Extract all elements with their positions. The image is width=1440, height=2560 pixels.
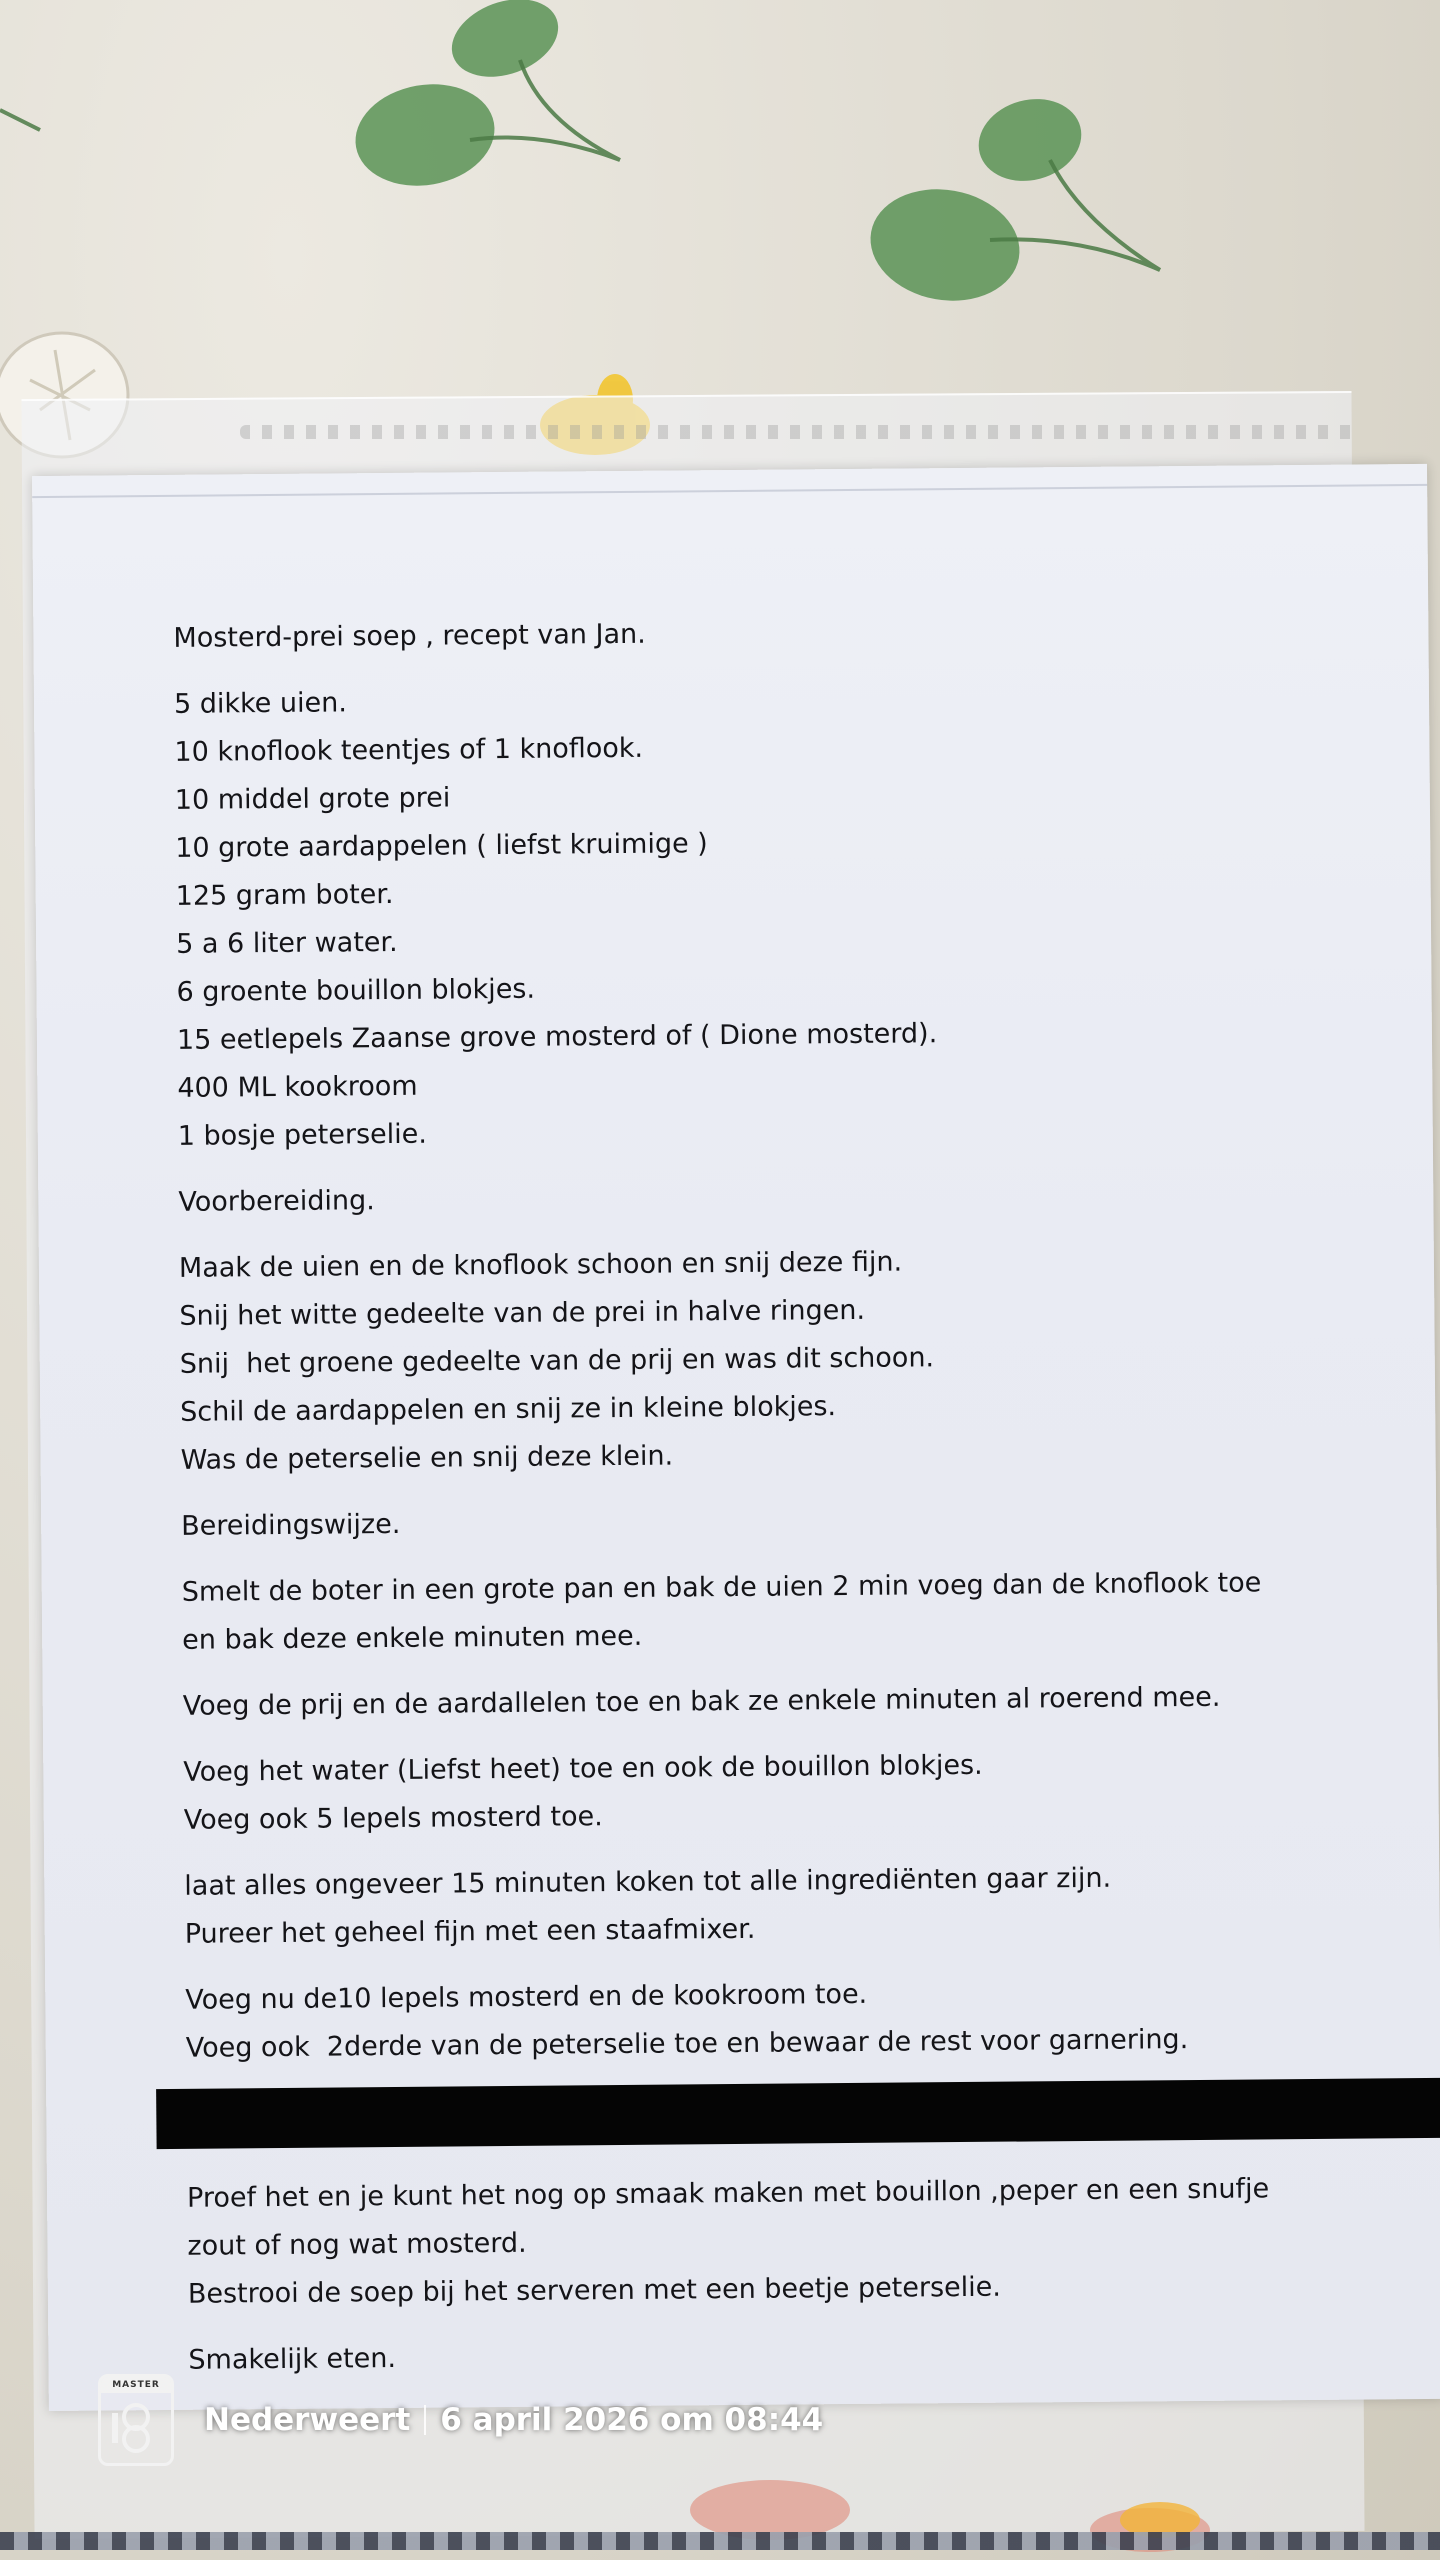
preparation-heading: Voorbereiding.	[178, 1185, 375, 1218]
camera-logo-label: MASTER	[101, 2377, 171, 2393]
closing-line: Smakelijk eten.	[188, 2342, 397, 2376]
ingredient-item: 5 a 6 liter water.	[175, 926, 398, 960]
camera-lens-icon	[108, 2399, 164, 2455]
ingredient-item: 10 grote aardappelen ( liefst kruimige )	[175, 828, 708, 864]
redaction-bar	[156, 2077, 1440, 2149]
ingredient-item: 6 groente bouillon blokjes.	[176, 973, 536, 1008]
ingredient-item: 10 middel grote prei	[174, 782, 451, 816]
sheet-protector-punch-strip	[240, 425, 1360, 439]
sleeve-bottom-strip	[0, 2532, 1440, 2550]
method-paragraph: Voeg de prij en de aardallelen toe en bak ze enkele minuten al roerend mee.	[182, 1681, 1221, 1722]
ingredient-item: 400 ML kookroom	[177, 1070, 418, 1104]
closing-paragraph: Proef het en je kunt het nog op smaak maken met bouillon ,peper en een snufje zout of nog wat mosterd. Bestrooi de soep bij het serveren met een beetje peterselie.	[186, 2173, 1270, 2310]
method-heading: Bereidingswijze.	[181, 1508, 401, 1542]
preparation-step: Was de peterselie en snij deze klein.	[180, 1440, 674, 1476]
method-paragraph: Smelt de boter in een grote pan en bak de uien 2 min voeg dan de knoflook toe en bak deze enkele minuten mee.	[181, 1567, 1262, 1656]
redaction-area	[186, 2068, 1397, 2163]
preparation-step: Snij het groene gedeelte van de prij en was dit schoon.	[179, 1342, 935, 1380]
ingredient-item: 1 bosje peterselie.	[177, 1118, 428, 1152]
method-paragraph: Voeg het water (Liefst heet) toe en ook de bouillon blokjes. Voeg ook 5 lepels mosterd toe.	[183, 1749, 983, 1836]
watermark-separator	[424, 2405, 426, 2435]
preparation-steps	[179, 1234, 1391, 1485]
preparation-step: Maak de uien en de knoflook schoon en snij deze fijn.	[178, 1246, 903, 1284]
ingredient-item: 125 gram boter.	[175, 878, 394, 912]
camera-logo	[98, 2374, 174, 2466]
watermark-text	[204, 2402, 823, 2438]
method-paragraph: Voeg nu de10 lepels mosterd en de kookroom toe. Voeg ook 2derde van de peterselie toe en bewaar de rest voor garnering.	[185, 1978, 1189, 2064]
recipe-paper	[32, 464, 1440, 2411]
preparation-step: Snij het witte gedeelte van de prei in halve ringen.	[179, 1294, 866, 1332]
ingredient-item: 5 dikke uien.	[173, 687, 347, 720]
recipe-title: Mosterd-prei soep , recept van Jan.	[173, 618, 646, 654]
watermark-location: Nederweert	[204, 2402, 411, 2438]
ingredient-list	[174, 670, 1388, 1161]
recipe-document	[173, 604, 1398, 2384]
ingredient-item: 10 knoflook teentjes of 1 knoflook.	[174, 732, 644, 768]
preparation-step: Schil de aardappelen en snij ze in kleine blokjes.	[180, 1391, 837, 1428]
watermark-datetime: 6 april 2026 om 08:44	[440, 2402, 824, 2438]
ingredient-item: 15 eetlepels Zaanse grove mosterd of ( Dione mosterd).	[176, 1018, 938, 1056]
paper-edge-line	[32, 484, 1427, 498]
camera-watermark	[98, 2374, 823, 2466]
method-paragraph: laat alles ongeveer 15 minuten koken tot alle ingrediënten gaar zijn. Pureer het geheel fijn met een staafmixer.	[184, 1862, 1112, 1950]
